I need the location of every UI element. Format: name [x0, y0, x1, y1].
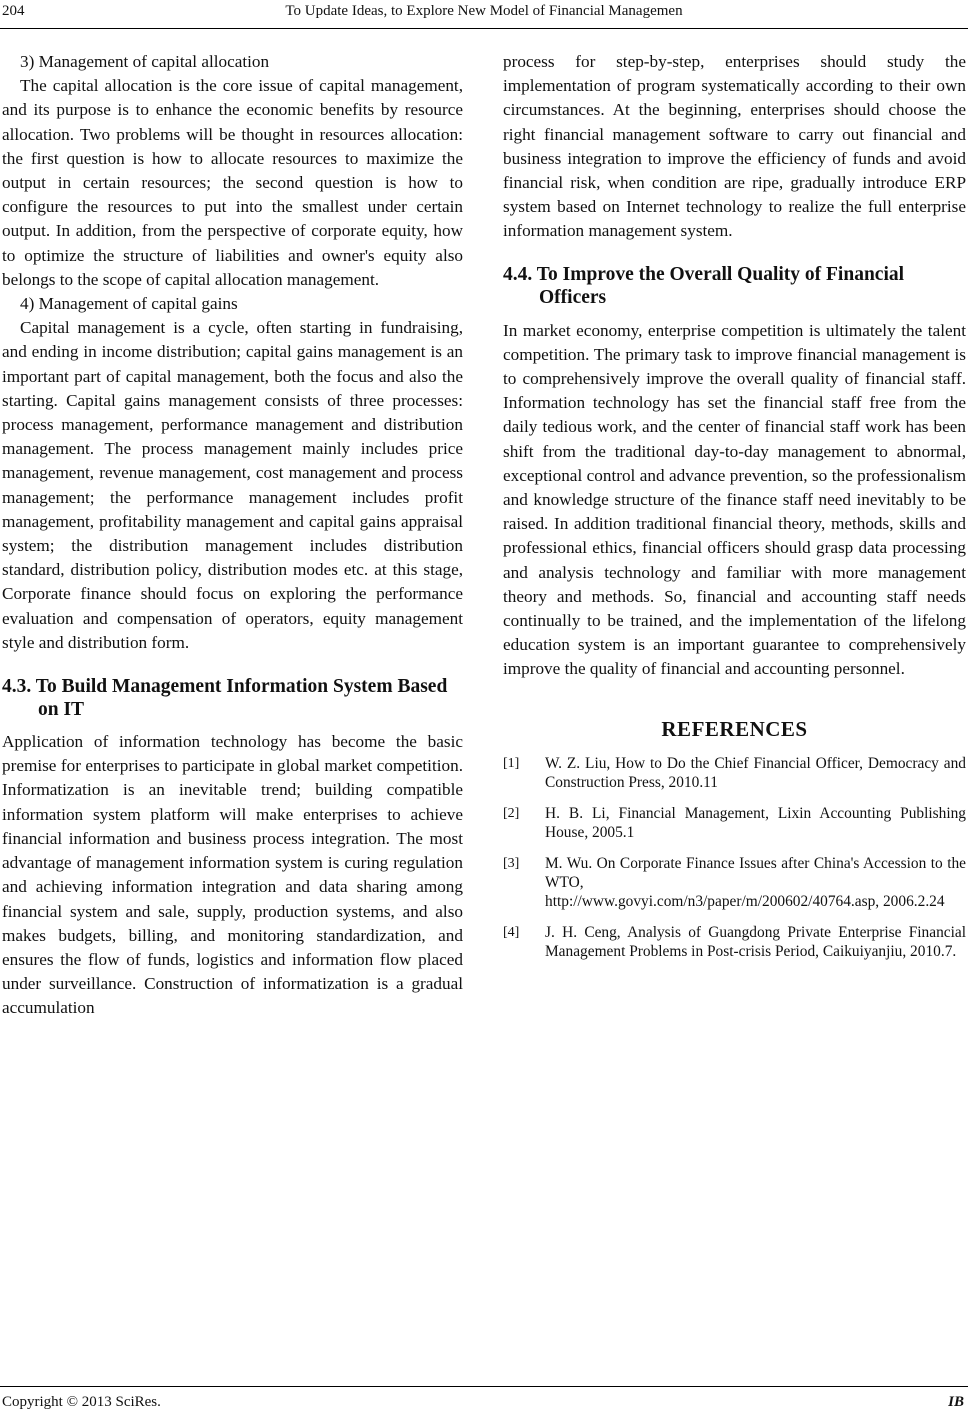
subsection-heading-capital-gains: 4) Management of capital gains: [20, 294, 238, 314]
references-heading: REFERENCES: [661, 716, 808, 741]
reference-text: W. Z. Liu, How to Do the Chief Financial Officer, Democracy and Construction Press, 2010.11: [545, 754, 966, 791]
paragraph-financial-officers: In market economy, enterprise competition is ultimately the talent competition. The primary task to improve financial management is to comprehensively improve the overall quality of financial staff. Information technology has set the financial staff free from the daily tedious work, and the center of financial staff work has been shift from the traditional day-to-day management to abnormal, exceptional control and advance prevention, so the professionalism and knowledge structure of the finance staff need inevitably to be raised. In addition traditional financial theory, methods, skills and professional ethics, financial officers should grasp data processing and analysis technology and familiar with more management theory and methods. So, financial and accounting staff needs continually to be trained, and the implementation of the lifelong education system is an important guarantee to comprehensively improve the quality of financial and accounting personnel.: [503, 320, 966, 679]
reference-number: [4]: [503, 924, 520, 940]
references-list: [503, 754, 966, 961]
paragraph-capital-gains: Capital management is a cycle, often starting in fundraising, and ending in income distribution; capital gains management is an important part of capital management, both the focus and also the starting. Capital gains management consists of three processes: process management, performance management and distribution management. The process management mainly includes price management, revenue management, cost management and process management; the performance management includes profit management, profitability management and capital gains appraisal system; the distribution management includes distribution standard, distribution policy, distribution modes etc. at this stage, Corporate finance should focus on exploring the performance evaluation and compensation of operators, equity management style and distribution form.: [2, 318, 463, 652]
copyright-notice: Copyright © 2013 SciRes.: [2, 1394, 161, 1410]
reference-item: [503, 754, 966, 792]
left-column: [2, 50, 463, 1021]
page-footer: [0, 1386, 968, 1415]
reference-url[interactable]: http://www.govyi.com/n3/paper/m/200602/40764.asp, 2006.2.24: [545, 892, 945, 910]
journal-abbreviation: IB: [948, 1394, 964, 1410]
section-heading-4-3: 4.3. To Build Management Information System Based on IT: [2, 676, 448, 721]
section-heading-4-4: 4.4. To Improve the Overall Quality of Financial Officers: [503, 263, 905, 308]
reference-item: [503, 804, 966, 842]
paragraph-information-system: Application of information technology has become the basic premise for enterprises to participate in global market competition. Informatization is an inevitable trend; building compatible information system platform will make enterprises to achieve financial information and business process integration. The most advantage of management information system is curing regulation and achieving information integration and data sharing among financial system and sale, supply, production systems, and also makes budgets, billing, and monitoring standardization, and ensures the flow of funds, logistics and information flow placed under surveillance. Construction of informatization is a gradual accumulation: [2, 732, 463, 1018]
reference-number: [3]: [503, 855, 520, 871]
page-header: [0, 0, 968, 29]
paragraph-capital-allocation: The capital allocation is the core issue of capital management, and its purpose is to enhance the economic benefits by resource allocation. Two problems will be thought in resources allocation: the first question is how to allocate resources to maximize the output in certain resources; the second question is how to configure the resources to put into the smallest under certain output. In addition, from the perspective of corporate equity, how to optimize the structure of liabilities and owner's equity also belongs to the scope of capital allocation management.: [2, 76, 463, 289]
subsection-heading-capital-allocation: 3) Management of capital allocation: [20, 52, 270, 71]
page-number: 204: [2, 3, 25, 19]
right-column: [503, 50, 966, 973]
running-title: To Update Ideas, to Explore New Model of Financial Managemen: [285, 3, 683, 19]
reference-number: [1]: [503, 755, 520, 771]
reference-item: [503, 854, 966, 911]
reference-text: J. H. Ceng, Analysis of Guangdong Private Enterprise Financial Management Problems in Post-crisis Period, Caikuiyanjiu, 2010.7.: [545, 923, 966, 960]
reference-item: [503, 923, 966, 961]
reference-text: H. B. Li, Financial Management, Lixin Accounting Publishing House, 2005.1: [545, 804, 966, 841]
reference-text: M. Wu. On Corporate Finance Issues after China's Accession to the WTO,: [545, 854, 966, 891]
reference-number: [2]: [503, 805, 520, 821]
paragraph-information-system-continued: process for step-by-step, enterprises should study the implementation of program systematically according to their own circumstances. At the beginning, enterprises should choose the right financial management software to carry out financial and business integration to improve the efficiency of funds and avoid financial risk, when condition are ripe, gradually introduce ERP system based on Internet technology to realize the full enterprise information management system.: [503, 52, 966, 241]
